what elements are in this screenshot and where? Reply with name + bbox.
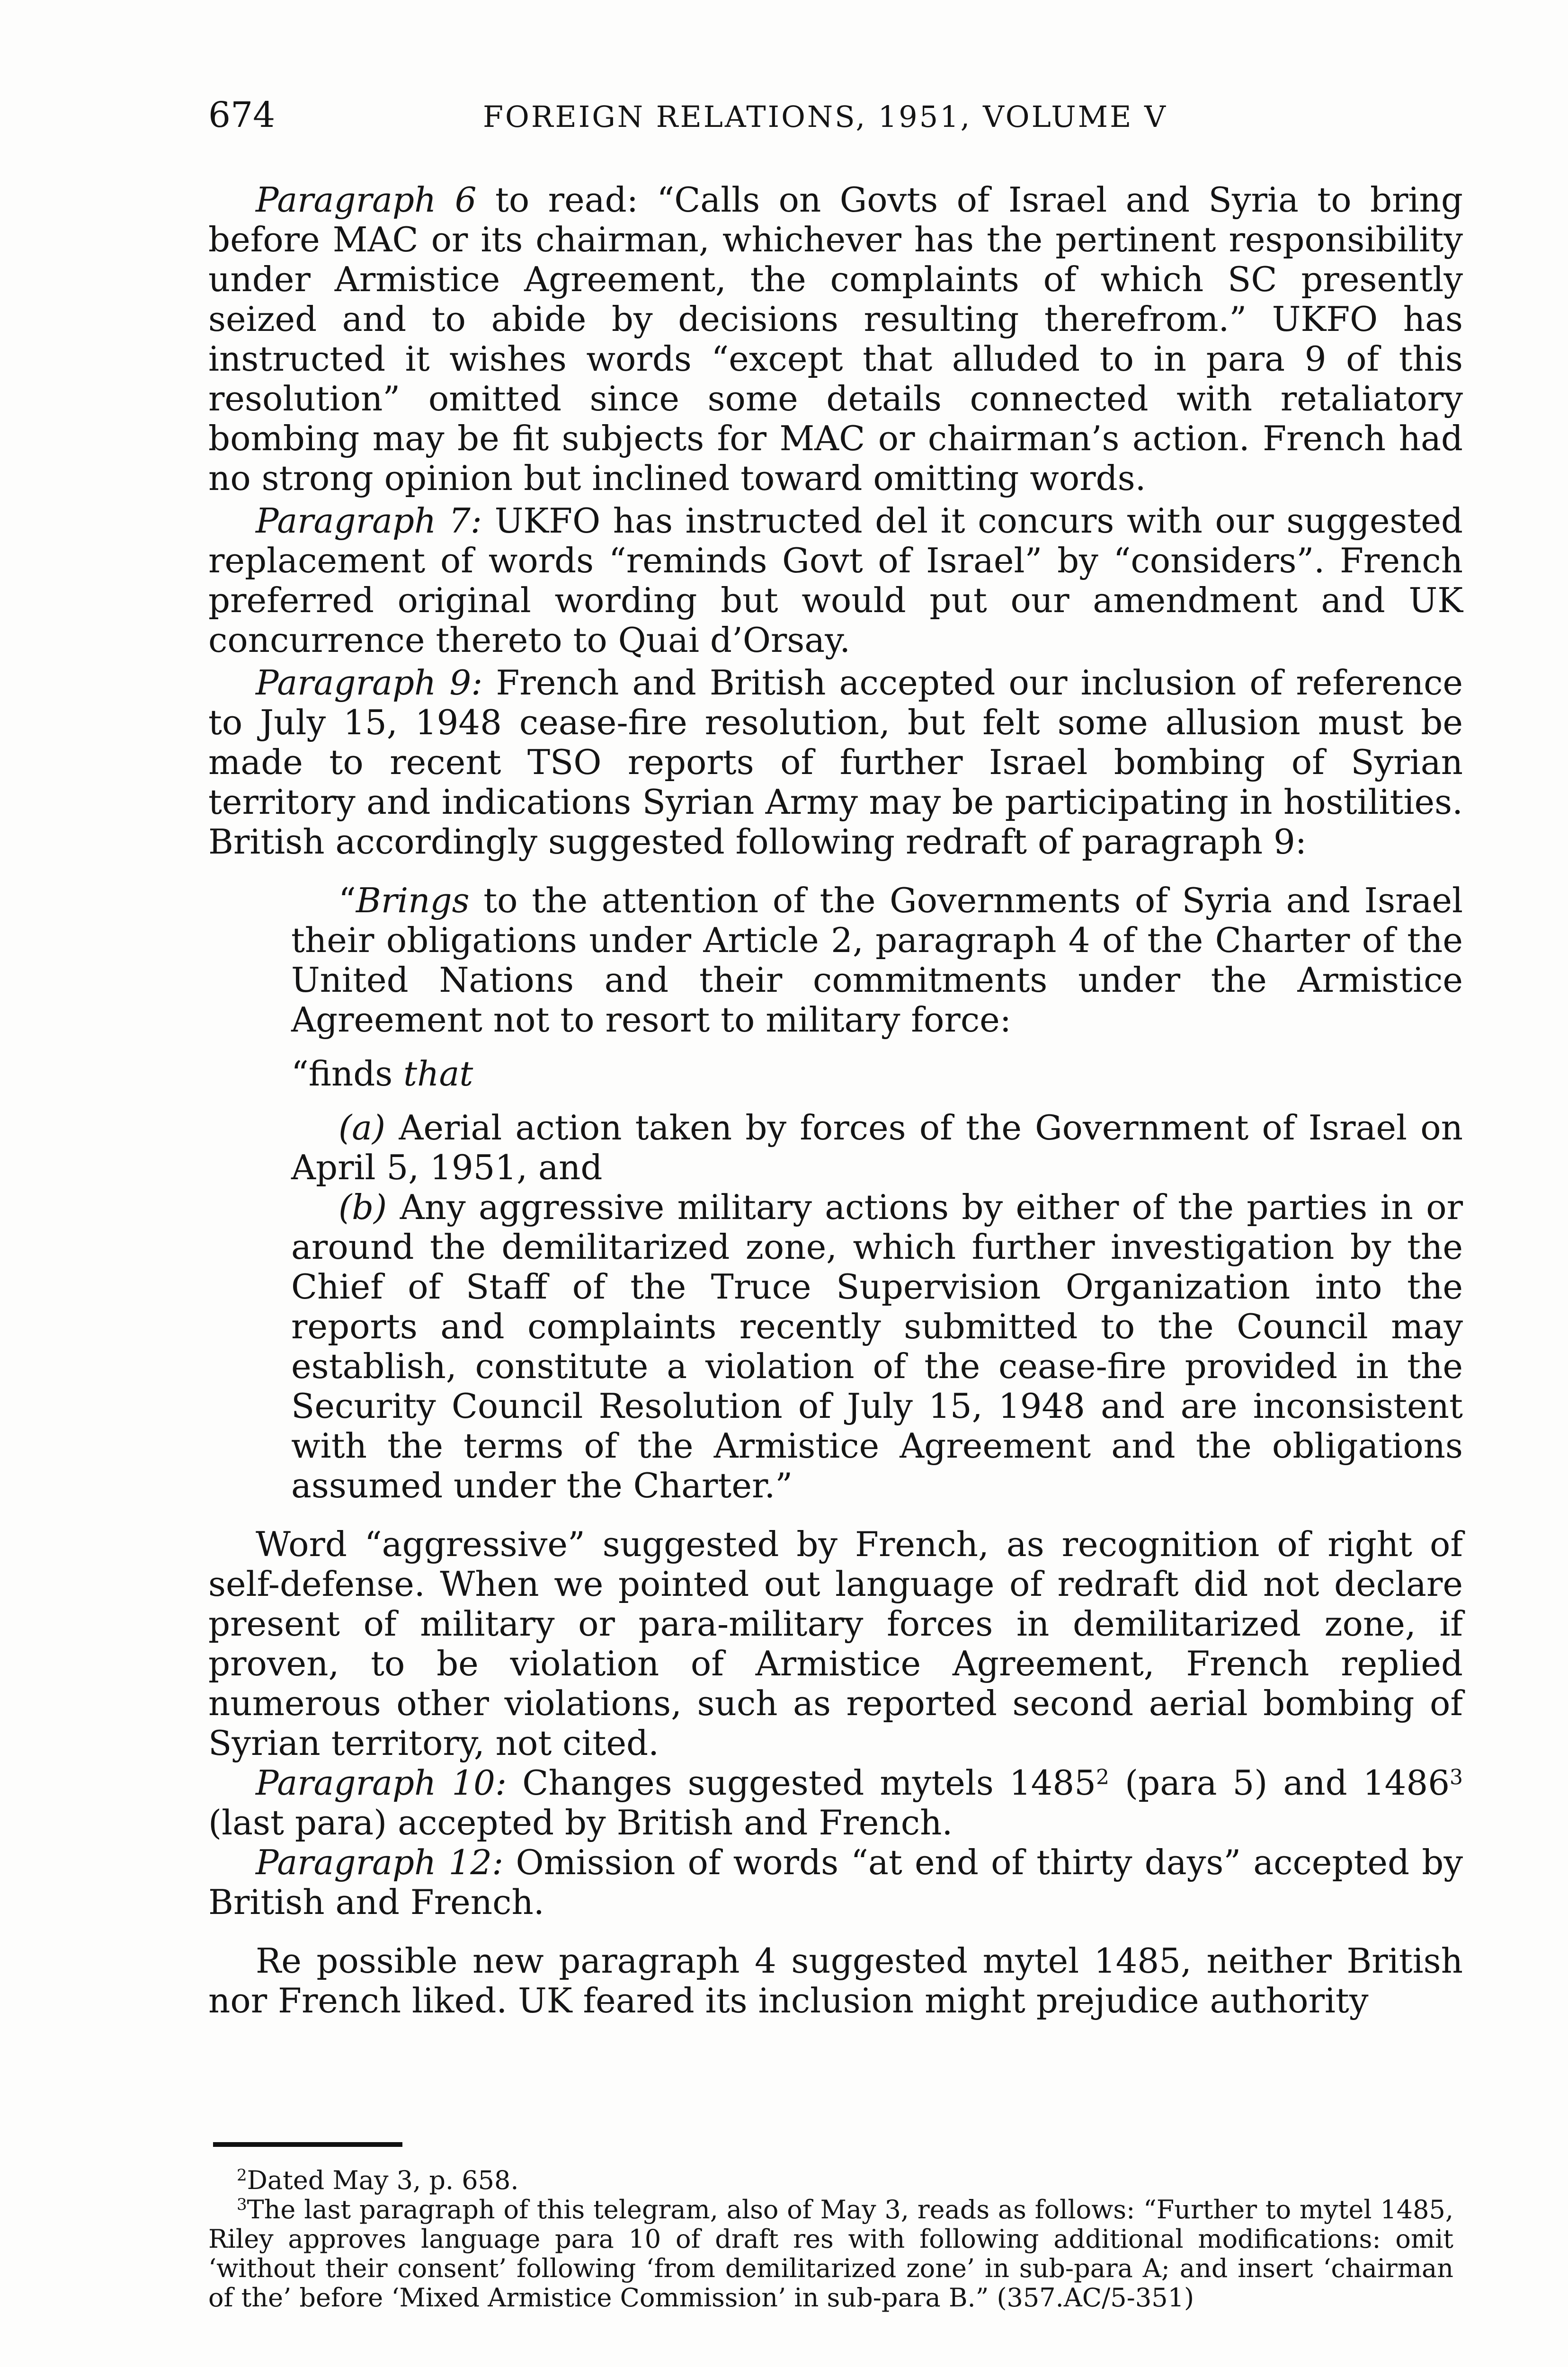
quote-finds-that: that	[403, 1054, 473, 1094]
paragraph-9	[208, 663, 1463, 862]
quote-brings-word: Brings	[356, 881, 470, 920]
clause-b-label: (b)	[339, 1187, 387, 1227]
page-number: 674	[208, 95, 276, 135]
paragraph-12-label: Paragraph 12:	[256, 1842, 504, 1882]
paragraph-10-text-2: (para 5) and 1486	[1109, 1763, 1450, 1803]
footnote-divider	[213, 2142, 402, 2147]
main-text	[208, 180, 1463, 2020]
paragraph-6-text: to read: “Calls on Govts of Israel and Syria to bring before MAC or its chairman, whichever has the pertinent responsibility under Armistice Agreement, the complaints of which SC presently seized and to abide by decisions resulting therefrom.” UKFO has instructed it wishes words “except that alluded to in para 9 of this resolution” omitted since some details connected with retaliatory bombing may be fit subjects for MAC or chairman’s action. French had no strong opinion but inclined toward omitting words.	[208, 180, 1463, 498]
paragraph-9-text: French and British accepted our inclusion of reference to July 15, 1948 cease-fire resolution, but felt some allusion must be made to recent TSO reports of further Israel bombing of Syrian territory and indications Syrian Army may be participating in hostilities. British accordingly suggested following redraft of paragraph 9:	[208, 663, 1463, 862]
paragraph-9-label: Paragraph 9:	[256, 663, 483, 703]
paragraph-7-label: Paragraph 7:	[256, 501, 482, 541]
footnote-2-mark: 2	[237, 2166, 247, 2185]
quote-finds	[291, 1054, 1463, 1094]
footnote-2-text: Dated May 3, p. 658.	[247, 2165, 519, 2195]
footnote-2	[208, 2166, 1453, 2195]
word-aggressive-paragraph: Word “aggressive” suggested by French, as recognition of right of self-defense. When we pointed out language of redraft did not declare present of military or para-military forces in demilitarized zone, if proven, to be violation of Armistice Agreement, French replied numerous other violations, such as reported second aerial bombing of Syrian territory, not cited.	[208, 1524, 1463, 1763]
paragraph-7-text: UKFO has instructed del it concurs with our suggested replacement of words “reminds Govt of Israel” by “considers”. French preferred original wording but would put our amendment and UK concurrence thereto to Quai d’Orsay.	[208, 501, 1463, 660]
paragraph-10-text-1: Changes suggested mytels 1485	[507, 1763, 1096, 1803]
paragraph-10-label: Paragraph 10:	[256, 1763, 507, 1803]
paragraph-6-label: Paragraph 6	[256, 180, 477, 220]
quote-brings	[291, 881, 1463, 1040]
quote-open-mark: “	[339, 881, 356, 920]
page-header	[208, 95, 1463, 151]
clause-a-text: Aerial action taken by forces of the Government of Israel on April 5, 1951, and	[291, 1108, 1463, 1187]
footnote-ref-2[interactable]: 2	[1096, 1765, 1110, 1789]
paragraph-6	[208, 180, 1463, 498]
paragraph-10	[208, 1763, 1463, 1842]
quote-clause-b	[291, 1187, 1463, 1505]
paragraph-7	[208, 501, 1463, 660]
footnote-3-text: The last paragraph of this telegram, also of May 3, reads as follows: “Further to mytel 1485, Riley approves language para 10 of draft res with following additional modifications: omit ‘without their consent’ following ‘from demilitarized zone’ in sub-para A; and insert ‘chairman of the’ before ‘Mixed Armistice Commission’ in sub-para B.” (357.AC/5-351)	[208, 2195, 1453, 2313]
footnote-ref-3[interactable]: 3	[1450, 1765, 1463, 1789]
footnotes	[208, 2166, 1453, 2313]
footnote-3-mark: 3	[237, 2195, 247, 2214]
re-possible-paragraph: Re possible new paragraph 4 suggested mytel 1485, neither British nor French liked. UK feared its inclusion might prejudice authority	[208, 1941, 1463, 2020]
footnote-3	[208, 2195, 1453, 2313]
paragraph-10-text-3: (last para) accepted by British and French.	[208, 1803, 953, 1842]
quote-brings-text: to the attention of the Governments of Syria and Israel their obligations under Article 2, paragraph 4 of the Charter of the United Nations and their commitments under the Armistice Agreement not to resort to military force:	[291, 881, 1463, 1040]
quote-finds-text: “finds	[291, 1054, 404, 1094]
quote-clause-a	[291, 1108, 1463, 1187]
clause-b-text: Any aggressive military actions by either of the parties in or around the demilitarized zone, which further investigation by the Chief of Staff of the Truce Supervision Organization into the reports and complaints recently submitted to the Council may establish, constitute a violation of the cease-fire provided in the Security Council Resolution of July 15, 1948 and are inconsistent with the terms of the Armistice Agreement and the obligations assumed under the Charter.”	[291, 1187, 1463, 1505]
redraft-quote	[291, 881, 1463, 1505]
clause-a-label: (a)	[339, 1108, 386, 1148]
running-title: FOREIGN RELATIONS, 1951, VOLUME V	[483, 99, 1167, 134]
paragraph-12-text: Omission of words “at end of thirty days” accepted by British and French.	[208, 1842, 1463, 1922]
paragraph-12	[208, 1842, 1463, 1922]
